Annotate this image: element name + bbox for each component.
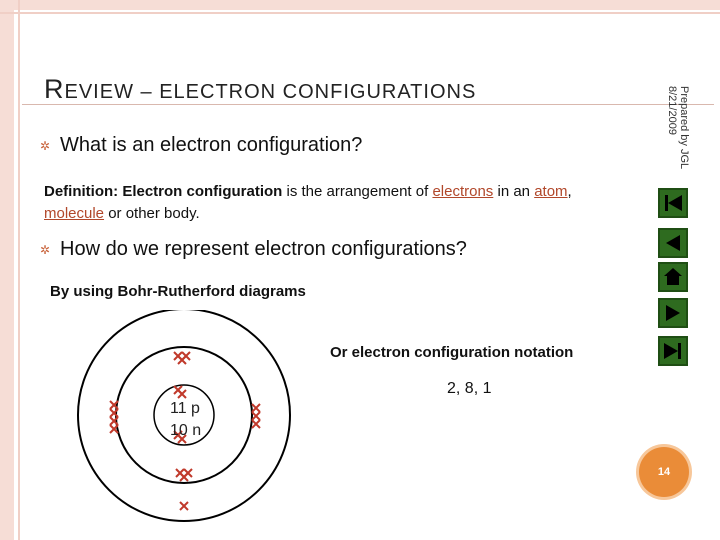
previous-slide-icon (660, 230, 686, 256)
page-number-badge: 14 (639, 447, 689, 497)
bullet-icon: ✲ (40, 242, 51, 257)
frame-top-band (0, 0, 720, 10)
prepared-by-note: Prepared by JGL 8/21/2009 (666, 86, 690, 170)
bullet-question-1: ✲ What is an electron configuration? (40, 134, 363, 156)
atom-link[interactable]: atom (534, 183, 568, 200)
bohr-label: By using Bohr-Rutherford diagrams (50, 283, 306, 300)
nucleus-neutrons: 10 n (170, 422, 202, 439)
frame-left-band (0, 0, 14, 540)
previous-slide-button[interactable] (658, 228, 688, 258)
nucleus-protons: 11 p (170, 400, 200, 417)
home-button[interactable] (658, 262, 688, 292)
last-slide-button[interactable] (658, 336, 688, 366)
bullet-icon: ✲ (40, 138, 51, 153)
first-slide-button[interactable] (658, 188, 688, 218)
slide-title: REVIEW – ELECTRON CONFIGURATIONS (44, 74, 477, 104)
home-icon (660, 264, 686, 290)
notation-value: 2, 8, 1 (447, 380, 492, 397)
notation-label: Or electron configuration notation (330, 344, 574, 361)
molecule-link[interactable]: molecule (44, 205, 105, 222)
frame-top-line (0, 12, 720, 14)
last-slide-icon (660, 338, 686, 364)
bullet-question-2: ✲ How do we represent electron configurations? (40, 238, 467, 260)
first-slide-icon (660, 190, 686, 216)
definition-text: Definition: Electron configuration is the arrangement of electrons in an atom, molecule or other body. (44, 183, 572, 222)
next-slide-button[interactable] (658, 298, 688, 328)
title-divider (22, 104, 714, 105)
frame-left-line (18, 0, 20, 540)
electrons-link[interactable]: electrons (432, 183, 494, 200)
next-slide-icon (660, 300, 686, 326)
